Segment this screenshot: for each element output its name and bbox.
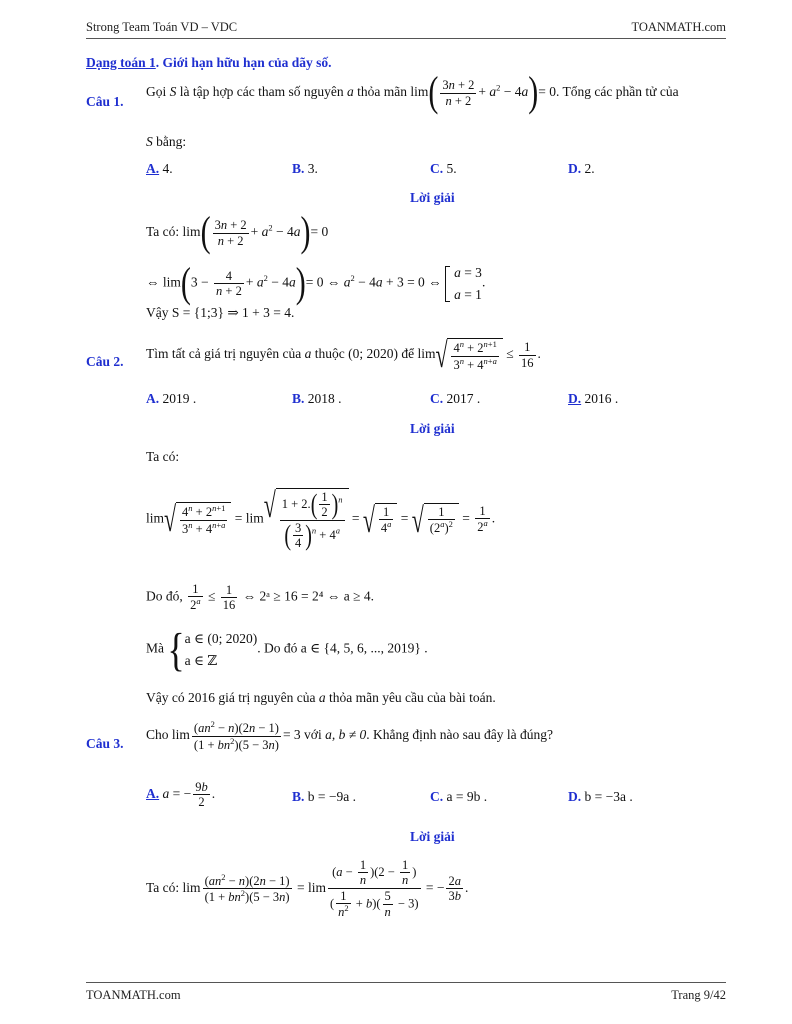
footer-left: TOANMATH.com: [86, 988, 181, 1002]
section-heading: . Giới hạn hữu hạn của dãy số.: [155, 55, 332, 70]
q2-sol-dodo: Do đó, $\frac{1}{2^a}$ ≤ $\frac{1}{16}$ ⇔ 2ᵃ ≥ 16 = 2⁴ ⇔ a ≥ 4.: [146, 582, 374, 613]
q2-option-c[interactable]: C. 2017 .: [430, 391, 481, 406]
q1-solution-heading: Lời giải: [410, 190, 455, 205]
q2-sol-main: lim √ $\frac{4^n + 2^{n+1}}{3^n + 4^{n+a}}$ = lim √ 1 + 2.( $\frac{1}{2}$ )$^n$ ( $\frac{3}{4}$ )$^n + 4^a$ = √ $\frac{1}{4^a}$ = √ $\frac{1}{(2^a)^2}$ = $\frac{1}{2^a}$ .: [146, 488, 495, 551]
q1-sol-line1: Ta có: lim( $\frac{3n + 2}{n + 2}$ + $a^2 - 4a)= 0$: [146, 209, 329, 256]
q3-option-c[interactable]: C. a = 9b .: [430, 789, 488, 804]
q2-option-b[interactable]: B. 2018 .: [292, 391, 342, 406]
q1-label: Câu 1.: [86, 94, 124, 109]
q2-sol-lead: Ta có:: [146, 449, 180, 464]
q3-statement: Cho lim $\frac{(an^2 - n)(2n - 1)}{(1 + bn^2)(5 - 3n)}$ = 3 với a, b ≠ 0. Khẳng định nào sau đây là đúng?: [146, 719, 553, 752]
q2-sol-ma: Mà {a ∈ (0; 2020) a ∈ ℤ. Do đó a ∈ {4, 5, 6, ..., 2019} .: [146, 623, 428, 676]
q1-option-c[interactable]: C. 5.: [430, 161, 457, 176]
q2-label: Câu 2.: [86, 354, 124, 369]
header-left: Strong Team Toán VD – VDC: [86, 20, 238, 34]
q3-solution-heading: Lời giải: [410, 829, 455, 844]
q1-sol-conclusion: Vậy S = {1;3} ⇒ 1 + 3 = 4.: [146, 305, 295, 320]
footer-rule: [86, 982, 726, 983]
q2-option-d[interactable]: D. 2016 .: [568, 391, 619, 406]
q1-statement: Gọi S là tập hợp các tham số nguyên a thỏa mãn lim( $\frac{3n + 2}{n + 2}$ + $a^2 - 4a)= 0$. Tổng các phần tử của: [146, 69, 679, 116]
q3-sol-main: Ta có: lim $\frac{(an^2 - n)(2n - 1)}{(1 + bn^2)(5 - 3n)}$ = lim (a − $\frac{1}{n}$ )(2 − $\frac{1}{n}$ ) ( $\frac{1}{n^2}$ + b)( $\frac{5}{n}$ − 3) = − $\frac{2a}{3b}$ .: [146, 858, 469, 920]
q3-label: Câu 3.: [86, 736, 124, 751]
q3-option-a[interactable]: A. a = − $\frac{9b}{2}$ .: [146, 780, 216, 810]
q1-statement-cont: S bằng:: [146, 134, 187, 149]
q1-option-a[interactable]: A. 4.: [146, 161, 173, 176]
q2-statement: Tìm tất cả giá trị nguyên của a thuộc (0; 2020) để lim √ $\frac{4^n + 2^{n+1}}{3^n + 4^{n+a}}$ ≤ $\frac{1}{16}$ .: [146, 338, 541, 372]
q2-option-a[interactable]: A. 2019 .: [146, 391, 197, 406]
header-rule: [86, 38, 726, 39]
q2-conclusion: Vậy có 2016 giá trị nguyên của a thỏa mãn yêu cầu của bài toán.: [146, 690, 496, 705]
q3-option-b[interactable]: B. b = −9a .: [292, 789, 356, 804]
header-right: TOANMATH.com: [631, 20, 726, 34]
footer-page-number: Trang 9/42: [671, 988, 726, 1002]
q1-option-b[interactable]: B. 3.: [292, 161, 318, 176]
section-label: Dạng toán 1: [86, 55, 156, 70]
q3-option-d[interactable]: D. b = −3a .: [568, 789, 633, 804]
q1-sol-line2: ⇔ lim(3 − $\frac{4}{n + 2}$ + $a^2 - 4a)= 0$ ⇔ $a^2 - 4a + 3 = 0$ ⇔ a = 3 a = 1.: [146, 259, 486, 306]
q1-option-d[interactable]: D. 2.: [568, 161, 595, 176]
section-title: [86, 55, 332, 71]
q2-solution-heading: Lời giải: [410, 421, 455, 436]
